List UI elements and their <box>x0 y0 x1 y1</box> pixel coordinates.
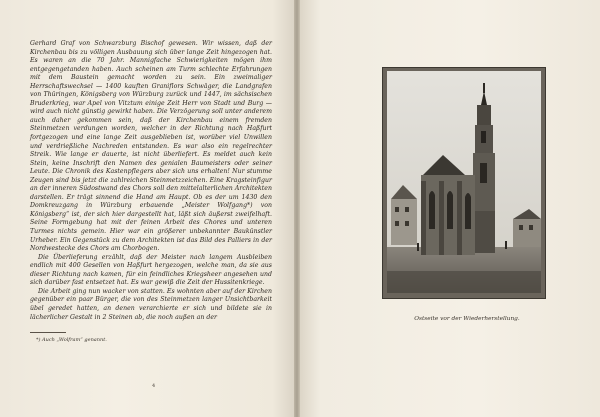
photo-frame <box>382 67 546 299</box>
body-text <box>30 40 272 322</box>
left-page <box>0 0 296 417</box>
paragraph-1: Gerhard Graf von Schwarzburg Bischof gewesen. Wir wissen, daß der Kirchenbau bis zu völligen Ausbauung sich über lange Zeit hingezogen hat. Es waren an die 70 Jahr. Mannigfache Schwierigkeiten mögen ihm entgegengetanden haben. Auch scheinen am Turm schlechte Erfahrungen mit dem Baustein gemacht worden zu sein. Ein zweimaliger Herrschaftswechsel — 1400 kauften Graniflors Schwäger, die Landgrafen von Thüringen, Königsberg von Würzburg zurück und 1447, im sächsischen Bruderkrieg, war Apel von Vitztum einige Zeit Herr von Stadt und Burg — wird auch nicht günstig gewirkt haben. Die Verzögerung soll unter anderem auch daher gekommen sein, daß der Kirchenbau einem fremden Steinmetzen verdungen worden, welcher in der Richtung nach Haßfurt fortgezogen und eine lange Zeit ausgeblieben ist, worüber viel Unwillen und verdrießliche Nachreden entstanden. Es war also ein regelrechter Streik. Wie lange er dauerte, ist nicht überliefert. Es meldet auch kein Stein, keine Inschrift den Namen des genialen Baumeisters oder seiner Leute. Die Chronik des Kastenpflegers aber sich uns erhalten! Nur stumme Zeugen sind bis jetzt die zahlreichen Steinmetzzeichen. Eine Kragsteinfigur an der inneren Südostwand des Chors soll den mittelalterlichen Architekten darstellen. Er trägt sinnend die Hand am Haupt. Ob es der um 1430 den Domkreuzgang in Würzburg erbauende „Meister Wolfgang*) von Königsberg“ ist, der sich hier dargestellt hat, läßt sich äußerst zweifelhaft. Seine Formgebung hat mit der feinen Arbeit des Chores und unteren Turmes nichts gemein. Hier war ein größerer unbekannter Baukünstler Urheber. Ein Gegenstück zu dem Architekten ist das Bild des Palliers in der Nordwestecke des Chors am Chorbogen. <box>30 40 272 253</box>
book-spine <box>294 0 300 417</box>
footnote-rule <box>30 332 66 333</box>
page-number: 4 <box>152 383 156 389</box>
paragraph-3: Die Arbeit ging nun wacker von statten. Es wohnten aber auf der Kirchen gegenüber ein paar Bürger, die von des Steinmetzen langer Unsichtbarkeit übel geredet hatten, an denen verarchierte er sich und bildete sie in lächerlicher Gestalt in 2 Steinen ab, die noch außen an der <box>30 287 272 321</box>
church-photo <box>387 71 541 293</box>
paragraph-2: Die Überlieferung erzählt, daß der Meister nach langem Ausbleiben endlich mit 400 Gesellen von Haßfurt hergezogen, welche man, da sie aus dieser Richtung nach kamen, für ein feindliches Kriegsheer angesehen und sich darüber fast entsetzet hat. Es war gewiß die Zeit der Hussitenkriege. <box>30 253 272 287</box>
photo-caption: Ostseite vor der Wiederherstellung. <box>414 316 520 322</box>
right-page <box>296 0 600 417</box>
footnote: *) Auch „Wolfram“ genannt. <box>36 337 107 344</box>
